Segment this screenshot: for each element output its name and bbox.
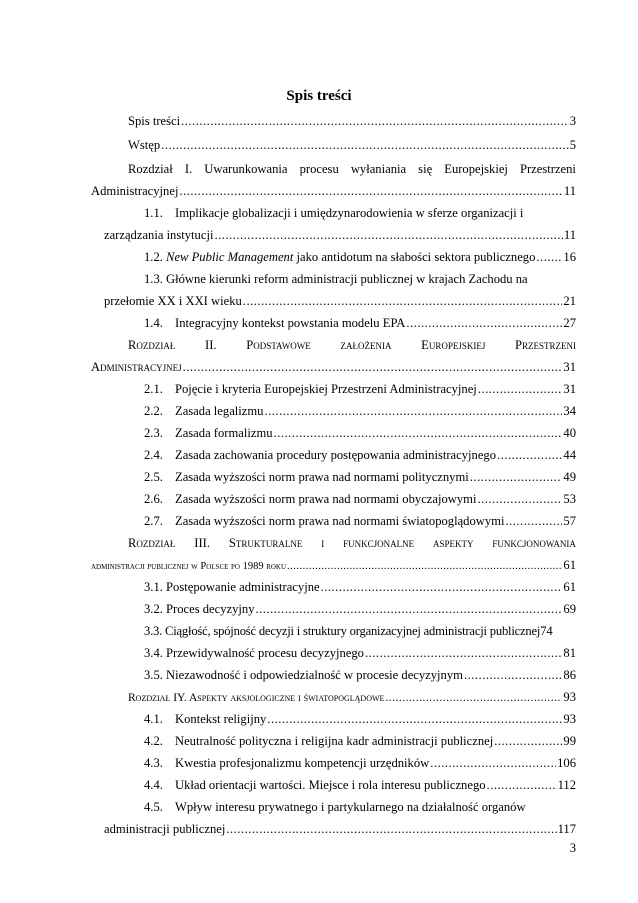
toc-entry-page: 69 [563, 602, 576, 616]
dot-leader [256, 601, 563, 617]
toc-entry-label: 3.3. Ciągłość, spójność decyzji i struktury organizacyjnej administracji publicznej [144, 624, 541, 638]
toc-section-2-7[interactable] [144, 513, 576, 529]
toc-entry-label: Pojęcie i kryteria Europejskiej Przestrzeni Administracyjnej [175, 382, 477, 396]
toc-entry-wstep[interactable] [128, 137, 576, 153]
toc-entry-page: 16 [563, 250, 576, 264]
toc-entry-page: 21 [563, 294, 576, 308]
toc-chapter-3-line1[interactable] [128, 535, 576, 551]
section-number: 2.5. [144, 470, 163, 484]
word: wyłaniania [350, 162, 407, 176]
toc-section-4-5-line2[interactable] [104, 821, 576, 837]
toc-section-2-3[interactable] [144, 425, 576, 441]
dot-leader [487, 777, 557, 793]
word: Rozdział [128, 536, 176, 550]
toc-section-3-5[interactable] [144, 667, 576, 683]
toc-chapter-2-line1[interactable] [128, 337, 576, 353]
word: I. [184, 162, 193, 176]
toc-section-1-4[interactable] [144, 315, 576, 331]
toc-chapter-1-line1[interactable] [128, 161, 576, 177]
toc-entry-page: 74 [540, 624, 553, 638]
toc-section-1-2[interactable] [144, 249, 576, 265]
dot-leader [287, 559, 562, 575]
toc-entry-page: 81 [563, 646, 576, 660]
toc-entry-page: 3 [569, 114, 576, 128]
toc-section-1-1-line1[interactable] [144, 205, 523, 221]
toc-entry-page: 49 [563, 470, 576, 484]
toc-section-1-3-line1[interactable]: 1.3. Główne kierunki reform administracji publicznej w krajach Zachodu na [144, 272, 528, 286]
toc-entry-page: 61 [563, 580, 576, 594]
toc-entry-label: Administracyjnej [91, 360, 182, 374]
dot-leader [226, 821, 556, 837]
section-number: 4.3. [144, 756, 163, 770]
toc-entry-label: Neutralność polityczna i religijna kadr administracji publicznej [175, 734, 494, 748]
section-number: 2.1. [144, 382, 163, 396]
dot-leader [477, 491, 562, 507]
word: Europejskiej [444, 162, 508, 176]
word: i [321, 536, 325, 550]
section-number: 4.1. [144, 712, 163, 726]
dot-leader [536, 249, 562, 265]
toc-entry-spis[interactable] [128, 113, 576, 129]
word: funkcjonowania [492, 536, 576, 550]
toc-entry-page: 93 [563, 712, 576, 726]
toc-entry-label: jako antidotum na słabości sektora publicznego [293, 250, 536, 264]
word: Strukturalne [228, 536, 303, 550]
toc-entry-label: administracji publicznej [104, 822, 226, 836]
toc-section-4-1[interactable] [144, 711, 576, 727]
dot-leader [430, 755, 556, 771]
toc-section-3-4[interactable] [144, 645, 576, 661]
toc-section-3-3[interactable] [144, 623, 576, 639]
toc-entry-label: Zasada wyższości norm prawa nad normami obyczajowymi [175, 492, 477, 506]
word: Europejskiej [421, 338, 486, 352]
toc-section-2-2[interactable] [144, 403, 576, 419]
word: funkcjonalne [343, 536, 415, 550]
toc-entry-page: 99 [563, 734, 576, 748]
toc-entry-label: Zasada formalizmu [175, 426, 273, 440]
section-number: 4.2. [144, 734, 163, 748]
toc-section-4-4[interactable] [144, 777, 576, 793]
toc-section-2-5[interactable] [144, 469, 576, 485]
word: aspekty [433, 536, 474, 550]
toc-entry-label: przełomie XX i XXI wieku [104, 294, 242, 308]
toc-entry-label: zarządzania instytucji [104, 228, 214, 242]
dot-leader [243, 293, 563, 309]
toc-title: Spis treści [286, 88, 352, 104]
word: Przestrzeni [514, 338, 576, 352]
toc-entry-label: administracji publicznej w Polsce po 1989 roku [91, 561, 287, 572]
dot-leader [464, 667, 562, 683]
toc-entry-label: 3.5. Niezawodność i odpowiedzialność w procesie decyzyjnym [144, 668, 463, 682]
dot-leader [478, 381, 563, 397]
section-number: 4.5. [144, 800, 163, 814]
dot-leader [183, 359, 563, 375]
dot-leader [365, 645, 562, 661]
dot-leader [385, 690, 562, 706]
toc-entry-page: 53 [563, 492, 576, 506]
dot-leader [406, 315, 562, 331]
word: procesu [299, 162, 339, 176]
toc-entry-label: Integracyjny kontekst powstania modelu EPA [175, 316, 406, 330]
toc-chapter-3-line2[interactable] [91, 557, 576, 575]
toc-entry-label: Zasada wyższości norm prawa nad normami światopoglądowymi [175, 514, 505, 528]
toc-section-4-2[interactable] [144, 733, 576, 749]
section-number: 1.1. [144, 206, 163, 220]
dot-leader [267, 711, 562, 727]
toc-section-2-6[interactable] [144, 491, 576, 507]
toc-entry-page: 61 [563, 558, 576, 572]
toc-chapter-1-line2[interactable] [91, 183, 576, 199]
dot-leader [470, 469, 563, 485]
toc-entry-label: Spis treści [128, 114, 181, 128]
word: Rozdział [128, 162, 173, 176]
toc-entry-page: 11 [563, 184, 576, 198]
toc-entry-page: 86 [563, 668, 576, 682]
section-number: 1.2. [144, 250, 163, 264]
word: II. [205, 338, 217, 352]
section-number: 2.2. [144, 404, 163, 418]
toc-entry-page: 40 [563, 426, 576, 440]
dot-leader [274, 425, 563, 441]
toc-entry-page: 44 [563, 448, 576, 462]
toc-entry-label: Zasada legalizmu [175, 404, 264, 418]
dot-leader [161, 137, 569, 153]
toc-chapter-4[interactable] [128, 689, 576, 706]
toc-section-1-3-line2[interactable] [104, 293, 576, 309]
dot-leader [179, 183, 562, 199]
word: Podstawowe [246, 338, 311, 352]
word: III. [194, 536, 210, 550]
toc-entry-page: 27 [563, 316, 576, 330]
word: Rozdział [128, 338, 176, 352]
dot-leader [181, 113, 569, 129]
toc-entry-label: Rozdział IY. Aspekty aksjologiczne i światopoglądowe [128, 692, 385, 704]
toc-entry-page: 57 [563, 514, 576, 528]
toc-entry-label: Układ orientacji wartości. Miejsce i rola interesu publicznego [175, 778, 486, 792]
page-number: 3 [569, 841, 576, 855]
word: założenia [340, 338, 392, 352]
toc-section-1-1-line2[interactable] [104, 227, 576, 243]
section-number: 2.4. [144, 448, 163, 462]
toc-entry-page: 117 [557, 822, 576, 836]
toc-entry-label: 3.2. Proces decyzyjny [144, 602, 255, 616]
section-number: 4.4. [144, 778, 163, 792]
dot-leader [505, 513, 562, 529]
dot-leader [214, 227, 562, 243]
toc-entry-label: Kontekst religijny [175, 712, 267, 726]
toc-entry-page: 106 [557, 756, 576, 770]
toc-entry-page: 11 [563, 228, 576, 242]
toc-entry-label: 3.4. Przewidywalność procesu decyzyjnego [144, 646, 364, 660]
toc-section-2-1[interactable] [144, 381, 576, 397]
dot-leader [497, 447, 562, 463]
section-number: 1.4. [144, 316, 163, 330]
toc-section-2-4[interactable] [144, 447, 576, 463]
toc-section-3-1[interactable] [144, 579, 576, 595]
toc-entry-page: 112 [557, 778, 576, 792]
section-number: 2.7. [144, 514, 163, 528]
toc-entry-page: 93 [563, 690, 576, 704]
word: Przestrzeni [519, 162, 576, 176]
toc-section-4-5-line1[interactable] [144, 799, 526, 815]
dot-leader [264, 403, 562, 419]
dot-leader [494, 733, 562, 749]
dot-leader [321, 579, 563, 595]
toc-entry-label: Kwestia profesjonalizmu kompetencji urzędników [175, 756, 430, 770]
italic-term: New Public Management [166, 250, 294, 264]
toc-entry-page: 31 [563, 382, 576, 396]
toc-section-3-2[interactable] [144, 601, 576, 617]
toc-entry-page: 34 [563, 404, 576, 418]
toc-entry-label: Administracyjnej [91, 184, 179, 198]
section-number: 2.6. [144, 492, 163, 506]
word: się [418, 162, 433, 176]
toc-chapter-2-line2[interactable] [91, 359, 576, 375]
toc-entry-label: Wstęp [128, 138, 161, 152]
section-number: 2.3. [144, 426, 163, 440]
toc-entry-label: Zasada zachowania procedury postępowania administracyjnego [175, 448, 497, 462]
toc-entry-page: 5 [569, 138, 576, 152]
toc-entry-label: Wpływ interesu prywatnego i partykularnego na działalność organów [175, 800, 526, 814]
toc-section-4-3[interactable] [144, 755, 576, 771]
toc-entry-label: Zasada wyższości norm prawa nad normami politycznymi [175, 470, 469, 484]
toc-entry-label: Implikacje globalizacji i umiędzynarodowienia w sferze organizacji i [175, 206, 524, 220]
toc-entry-label: 3.1. Postępowanie administracyjne [144, 580, 320, 594]
toc-entry-page: 31 [563, 360, 576, 374]
word: Uwarunkowania [204, 162, 288, 176]
